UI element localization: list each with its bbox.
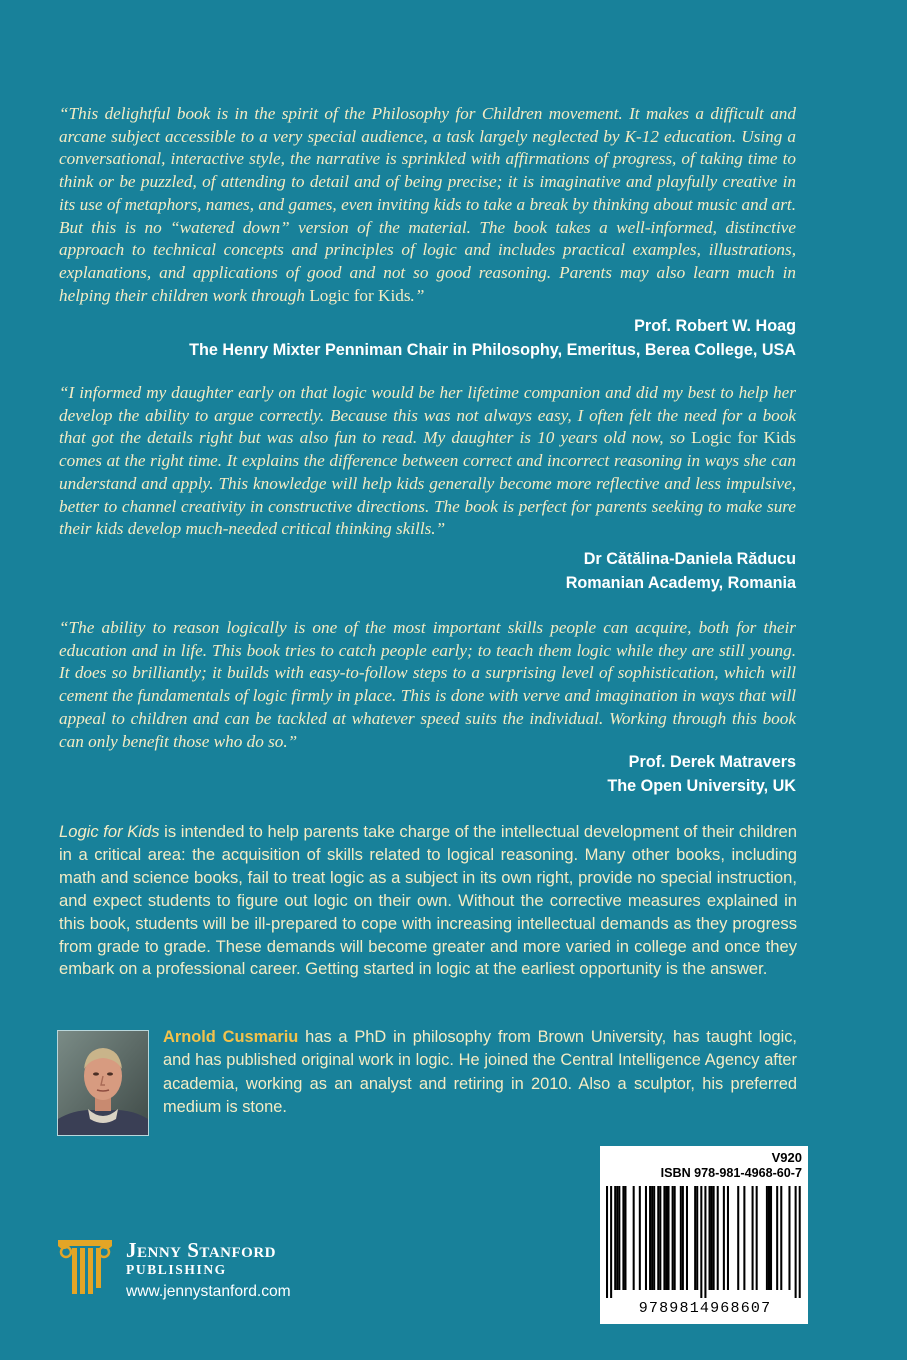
barcode-bar [766, 1186, 768, 1290]
barcode-bar [686, 1186, 688, 1290]
barcode-bar [752, 1186, 754, 1290]
barcode-bar [723, 1186, 725, 1290]
publisher-subtitle: PUBLISHING [126, 1262, 227, 1277]
barcode-bar [616, 1186, 618, 1290]
attribution-matravers [607, 750, 796, 798]
barcode-bar [657, 1186, 659, 1290]
barcode-bar [756, 1186, 758, 1290]
barcode-bar [622, 1186, 624, 1290]
isbn-barcode [600, 1146, 808, 1324]
barcode-bar [680, 1186, 682, 1290]
publisher-logo-icon [56, 1238, 114, 1303]
barcode-bar [717, 1186, 719, 1290]
barcode-bar [614, 1186, 616, 1290]
book-description: Logic for Kids is intended to help parents take charge of the intellectual development of their children in a critical area: the acquisition of skills related to logical reasoning. Many other books, including math and science books, fail to treat logic as a subject in its own right, provide no special instruction, and expect students to figure out logic on their own. Without the corrective measures explained in this book, students will be ill-prepared to cope with increasing intellectual demands as they progress from grade to grade. These demands will become greater and more varied in college and once they embark on a professional career. Getting started in logic at the earliest opportunity is the answer. [59, 822, 797, 979]
barcode-bar [795, 1186, 797, 1298]
barcode-bar [682, 1186, 684, 1290]
barcode-bar [659, 1186, 661, 1290]
publisher-name: Jenny Stanford [126, 1238, 276, 1262]
barcode-bar [610, 1186, 612, 1298]
barcode-bar [713, 1186, 715, 1290]
quote-matravers: “The ability to reason logically is one of the most important skills people can acquire, both for their education and in life. This book tries to catch people early; to teach them logic while they are still young. It does so brilliantly; it builds with easy-to-follow steps to a surprising level of sophistication, which will cement the fundamentals of logic firmly in place. This is done with verve and imagination in ways that will appeal to children and can be tackled at whatever speed suits the individual. Working through this book can only benefit those who do so.” [59, 618, 796, 751]
barcode-bar [711, 1186, 713, 1290]
barcode-bar [727, 1186, 729, 1290]
attribution-author: Prof. Robert W. Hoag [634, 317, 796, 335]
attribution-author: Dr Cătălina-Daniela Răducu [583, 550, 796, 568]
book-title-mention: Logic for Kids [309, 285, 411, 305]
barcode-bar [743, 1186, 745, 1290]
barcode-bar [651, 1186, 653, 1290]
attribution-affiliation: The Henry Mixter Penniman Chair in Philosophy, Emeritus, Berea College, USA [189, 341, 796, 359]
publisher-url[interactable]: www.jennystanford.com [126, 1283, 291, 1300]
barcode-bar [776, 1186, 778, 1290]
barcode-bar [674, 1186, 676, 1290]
barcode-bar [694, 1186, 696, 1290]
barcode-bar [704, 1186, 706, 1298]
book-title: Logic for Kids [59, 822, 160, 841]
barcode-bar [799, 1186, 801, 1298]
author-name: Arnold Cusmariu [163, 1028, 299, 1046]
author-photo [57, 1030, 149, 1136]
quote-raducu: “I informed my daughter early on that logic would be her lifetime companion and did my best to help her develop the ability to argue correctly. Because this was not always easy, I often felt the need for a book that got the details right but was also fun to read. My daughter is 10 years old now, so Logic for Kids comes at the right time. It explains the difference between correct and incorrect reasoning in ways she can understand and apply. This knowledge will help kids generally become more reflective and less impulsive, better to channel creativity in constructive directions. The book is perfect for parents seeking to make sure their kids develop much-needed critical thinking skills.” [59, 383, 796, 539]
barcode-bar [668, 1186, 670, 1290]
book-title-mention: Logic for Kids [691, 428, 796, 448]
barcode-bar [645, 1186, 647, 1290]
barcode-bar [700, 1186, 702, 1298]
barcode-bar [770, 1186, 772, 1290]
author-bio: Arnold Cusmariu has a PhD in philosophy from Brown University, has taught logic, and has published original work in logic. He joined the Central Intelligence Agency after academia, working as an analyst and retiring in 2010. Also a sculptor, his preferred medium is stone. [163, 1028, 797, 1116]
barcode-bar [737, 1186, 739, 1290]
barcode-bar [624, 1186, 626, 1290]
barcode-bar [665, 1186, 667, 1290]
barcode-digits: 9789814968607 [638, 1300, 772, 1317]
barcode-bar [672, 1186, 674, 1290]
attribution-author: Prof. Derek Matravers [628, 753, 796, 771]
attribution-affiliation: The Open University, UK [607, 777, 796, 795]
isbn-text: ISBN 978-981-4968-60-7 [660, 1166, 802, 1180]
barcode-bar [780, 1186, 782, 1290]
barcode-bar [663, 1186, 665, 1290]
barcode-bar [709, 1186, 711, 1290]
barcode-bar [788, 1186, 790, 1290]
barcode-bar [618, 1186, 620, 1290]
barcode-bar [606, 1186, 608, 1298]
barcode-bar [653, 1186, 655, 1290]
attribution-raducu [566, 547, 796, 595]
price-code: V920 [771, 1150, 802, 1165]
barcode-bar [696, 1186, 698, 1290]
barcode-bar [639, 1186, 641, 1290]
attribution-affiliation: Romanian Academy, Romania [565, 574, 796, 592]
author-portrait-image [58, 1031, 148, 1135]
barcode-bar [649, 1186, 651, 1290]
barcode-bar [768, 1186, 770, 1290]
barcode-bar [633, 1186, 635, 1290]
barcode-bars [606, 1186, 802, 1298]
attribution-hoag [189, 314, 796, 362]
quote-hoag: “This delightful book is in the spirit of the Philosophy for Children movement. It makes a difficult and arcane subject accessible to a very special audience, a task largely neglected by K-12 education. Using a conversational, interactive style, the narrative is sprinkled with affirmations of progress, of taking time to think or be puzzled, of attending to detail and of being precise; it is imaginative and playfully creative in its use of metaphors, names, and games, even inviting kids to take a break by thinking about music and art. But this is no “watered down” version of the material. The book takes a well-informed, distinctive approach to technical concepts and principles of logic and includes practical examples, illustrations, explanations, and applications of good and not so good reasoning. Parents may also learn much in helping their children work through Logic for Kids.” [59, 104, 796, 305]
